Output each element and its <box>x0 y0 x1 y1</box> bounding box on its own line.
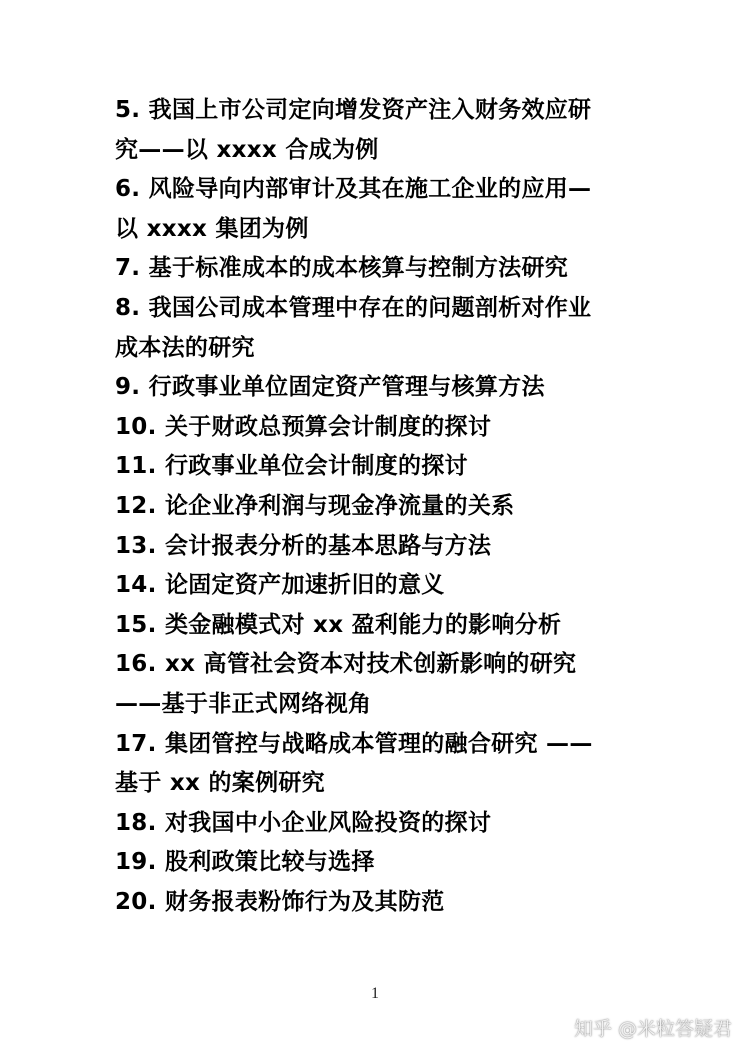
list-line: 究——以 xxxx 合成为例 <box>115 136 379 163</box>
list-line: 10. 关于财政总预算会计制度的探讨 <box>115 413 492 440</box>
list-line: 19. 股利政策比较与选择 <box>115 849 375 876</box>
list-line: 6. 风险导向内部审计及其在施工企业的应用— <box>115 176 592 203</box>
list-line: 16. xx 高管社会资本对技术创新影响的研究 <box>115 651 577 678</box>
list-line: 20. 财务报表粉饰行为及其防范 <box>115 888 445 915</box>
list-line: 基于 xx 的案例研究 <box>115 770 325 797</box>
list-line: 7. 基于标准成本的成本核算与控制方法研究 <box>115 255 569 282</box>
list-line: 13. 会计报表分析的基本思路与方法 <box>115 532 492 559</box>
page-number: 1 <box>371 985 379 1002</box>
watermark: 知乎 @米粒答疑君 <box>573 1018 732 1040</box>
list-line: 9. 行政事业单位固定资产管理与核算方法 <box>115 374 545 401</box>
list-line: ——基于非正式网络视角 <box>115 690 372 717</box>
topic-list <box>115 91 640 922</box>
list-line: 14. 论固定资产加速折旧的意义 <box>115 572 445 599</box>
list-line: 以 xxxx 集团为例 <box>115 215 309 242</box>
list-line: 17. 集团管控与战略成本管理的融合研究 —— <box>115 730 593 757</box>
list-line: 18. 对我国中小企业风险投资的探讨 <box>115 809 492 836</box>
list-line: 5. 我国上市公司定向增发资产注入财务效应研 <box>115 97 592 123</box>
list-line: 15. 类金融模式对 xx 盈利能力的影响分析 <box>115 611 562 638</box>
list-line: 8. 我国公司成本管理中存在的问题剖析对作业 <box>115 294 592 321</box>
list-line: 11. 行政事业单位会计制度的探讨 <box>115 453 468 480</box>
list-line: 成本法的研究 <box>115 334 255 361</box>
list-line: 12. 论企业净利润与现金净流量的关系 <box>115 492 515 519</box>
